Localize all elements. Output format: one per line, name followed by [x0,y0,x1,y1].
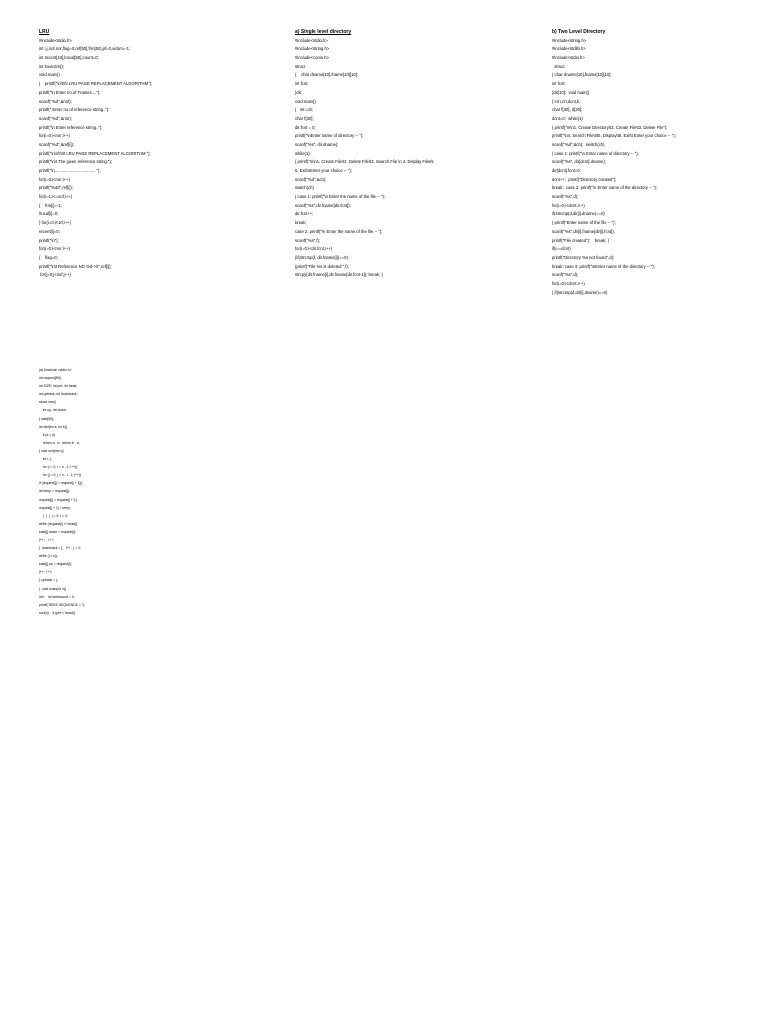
single-level-directory-title: a) Single level directory [295,29,352,35]
code-line: int i; int seekcount = 0; [39,594,75,599]
code-line: for(i=0;i<dcnt;i++) [552,202,585,208]
code-line: lrucal[i]=0; [39,211,59,217]
code-line: scanf("%s",dir.fname[dir.fcnt]); [295,202,351,208]
code-line: #include<conio.h> [295,55,329,61]
code-line: { case 1: printf("\n Enter the name of the file -- "); [295,194,386,200]
code-line: }dir; [295,89,303,95]
code-line: scanf("%s",f); [295,237,321,243]
code-line: 5. Exit\nEnter your choice -- "); [295,168,352,173]
code-line: char f[30], d[30]; [552,107,583,113]
code-line: sort(n); if (pre < head){ [39,610,75,615]
two-level-directory-title: b) Two Level Directory [552,29,606,35]
code-line: printf("\n Enter reference string.."); [39,124,103,130]
code-line: dir[dcnt].fcnt=0; [552,168,581,173]
code-line: scanf("%s", dir[dcnt].dname); [552,159,606,165]
code-line: for(i=0;i<nor;i++) [39,133,70,139]
code-line: { printf("\n\t\t\t LRU PAGE REPLACEMENT ALGORITHM"); [39,81,153,87]
code-line: } } } j = 0; i = 0; [39,513,68,518]
lru-code-lines [39,37,269,280]
code-line: printf("\n\n\t\t\t LRU PAGE REPLACEMENT ALGORITHM "); [39,150,151,156]
code-line: for(i=0;i<nor;i++) [39,246,70,252]
code-line: for(i=1;i<=nof;i++) [39,194,73,200]
code-line: break; case 2: printf("\n Enter name of the directory -- "); [552,185,658,191]
code-line: int temp = request[j]; [39,489,70,494]
code-line: int request[50]; [39,376,62,381]
code-line: { printf("\n\n1. Create Directory\t2. Create File\t3. Delete File"); [552,124,668,130]
code-line: #include<stdio.h> [295,37,328,43]
code-line: { char dname[10],fname[10][10]; [295,72,359,78]
code-line: for(j=0;j<nof;j++) [39,272,71,278]
code-line: dir.fcnt++; [295,211,314,217]
code-line: int lruvictim(); [39,63,64,69]
code-line: } uptrack = j; [39,578,58,583]
code-line: for (i = 0; i < n - 1; i++){ [39,465,78,470]
code-line: void main() [295,98,316,104]
code-line: { printf("\n\n1. Create File\t2. Delete File\t3. Search File \n 4. Display Files\t [295,159,434,165]
code-line: scanf("%d",&ch); switch(ch) [552,141,605,147]
code-line: { case 1: printf("\n Enter name of directory -- "); [552,150,639,156]
code-line: scanf("%d",&ch); [295,176,327,182]
code-line: int fcnt; [552,81,566,87]
code-line: for(i=0;i<dcnt;i++) [552,280,585,286]
code-line: scanf("%s", dir.dname); [295,141,339,147]
code-line: if(strcmp(d,dir[i].dname)==0) [552,211,605,217]
code-line: printf("\nEnter name of directory -- "); [295,133,364,139]
code-line: while (request[i] != head){ [39,521,78,526]
code-line: int fcnt; [295,81,309,87]
code-line: } kate[50]; [39,416,55,421]
code-line: struct [552,63,565,69]
code-line: return a - b; return b - a; [39,440,80,445]
code-line: while (i < n){ [39,554,58,559]
code-line: recent[i]=0; [39,228,60,234]
code-line: break; case 3: printf("\nEnter name of the directory -- "); [552,263,655,269]
code-line: dcnt++; printf("Directory created"); [552,176,617,182]
code-line: break; [295,220,307,226]
code-line: int up; int down; [39,408,67,413]
code-line: printf("\n4. Search File\t\t5. Display\t6. Exit\t Enter your choice -- "); [552,133,676,139]
code-line: scanf("%d",&ref[i]); [39,141,75,147]
code-line: int i, j; [39,457,52,462]
disk-scheduling-column [39,366,219,617]
code-line: } for(i=0;i<10;i++) [39,220,72,226]
code-line: if (a > b) [39,432,56,437]
code-line: j++; i++; [39,570,53,575]
code-line: {printf("File %s is deleted ",f); [295,263,349,269]
two-level-directory-code-lines [552,37,762,298]
code-line: int recent[10],lrucal[50],count=0; [39,55,99,61]
code-line: struct [295,63,306,69]
code-line: if(i==dcnt) [552,246,571,252]
single-level-directory-code-lines [295,37,525,280]
code-line: int dist(int a, int b){ [39,424,67,429]
code-line: for(i=0;i<nor;i++) [39,176,70,182]
code-line: printf("File created"); break; } [552,237,609,243]
two-level-directory-column [552,28,762,297]
lru-code-column [39,28,269,280]
code-line: while(1) [295,150,310,156]
code-line: dir.fcnt = 0; [295,124,316,130]
code-line: printf("\n Enter no.of Frames...."); [39,89,101,95]
code-line: request[j + 1] = temp; [39,505,72,510]
code-line: #include<string.h> [552,37,587,43]
disk-scheduling-code-lines [39,366,219,617]
code-line: if (request[j] > request[j + 1]){ [39,481,83,486]
single-level-directory-column [295,28,525,280]
code-line: printf("Directory %s not found",d); [552,254,615,260]
code-line: switch(ch) [295,185,314,191]
code-line: dcnt=0; while(1) [552,115,583,121]
code-line: request[j] = request[j + 1]; [39,497,78,502]
code-line: } void scan(int n){ [39,586,67,591]
code-line: for(i=0;i<dir.fcnt;i++) [295,246,333,252]
code-line: int SIZE; int pre; int head; [39,384,78,389]
lru-title: LRU [39,29,50,35]
code-line: { int i,ch; [295,107,314,113]
code-line: { frm[i]=-1; [39,202,62,208]
code-line: printf("SEEK SEQUENCE = "); [39,602,86,607]
code-line: printf("\n"); [39,237,59,243]
code-line: { if(strcmp(d,dir[i].dname)==0) [552,289,608,295]
code-line: {if(strcmp(f, dir.fname[i])==0) [295,254,348,260]
code-line: { flag=0; [39,254,58,260]
code-line: int i,j,nof,nor,flag=0,ref[50],frm[50],pf=0,victim=-1; [39,46,131,52]
code-line: struct max{ [39,400,56,405]
code-line: scanf("%s",d); [552,272,579,278]
code-line: scanf("%s",dir[i].fname[dir[i].fcnt]); [552,228,615,234]
code-line: } downtrack = j; i++; j = 0; [39,546,81,551]
code-line: printf("\n\t The given reference string:"); [39,159,112,165]
code-line: #include<stdlib.h> [552,46,586,52]
code-line: char f[30]; [295,115,314,121]
code-line: kate[j].down = request[i]; [39,529,76,534]
code-line: { char dname[10],fname[10][10]; [552,72,612,78]
code-line: { printf("Enter name of the file -- "); [552,220,616,226]
code-line: #include<stdio.h> [552,55,585,61]
code-line: for (j = 0; j < n - i - 1; j++){ [39,473,82,478]
code-line: } void sort(int n){ [39,448,64,453]
code-line: }dir[10]; void main() [552,89,590,95]
code-line: scanf("%d",&nor); [39,115,72,121]
code-line: printf("\n...................................."); [39,168,101,173]
code-line: j++; i++; [39,537,55,542]
code-line: scanf("%d",&nof); [39,98,72,104]
code-line: int uptrack; int downtrack; [39,392,78,397]
code-line: scanf("%s",d); [552,194,579,200]
code-line: printf("\n\t Reference NO %d->\t",ref[i]); [39,263,112,269]
code-line: { int i,ch,dcnt,k; [552,98,581,104]
code-line: (a) #include <stdio.h> [39,368,72,372]
code-line: void main() [39,72,60,78]
code-line: kate[j].up = request[i]; [39,562,72,567]
code-line: printf("%4d",ref[i]); [39,185,73,191]
code-line: #include<stdio.h> [39,37,72,43]
code-line: case 2: printf("\n Enter the name of the file -- "); [295,228,383,234]
code-line: #include<string.h> [295,46,330,52]
code-line: printf(" Enter no.of reference string.."); [39,107,110,113]
code-line: strcpy(dir.fname[i],dir.fname[dir.fcnt-1]); break; } [295,272,383,278]
